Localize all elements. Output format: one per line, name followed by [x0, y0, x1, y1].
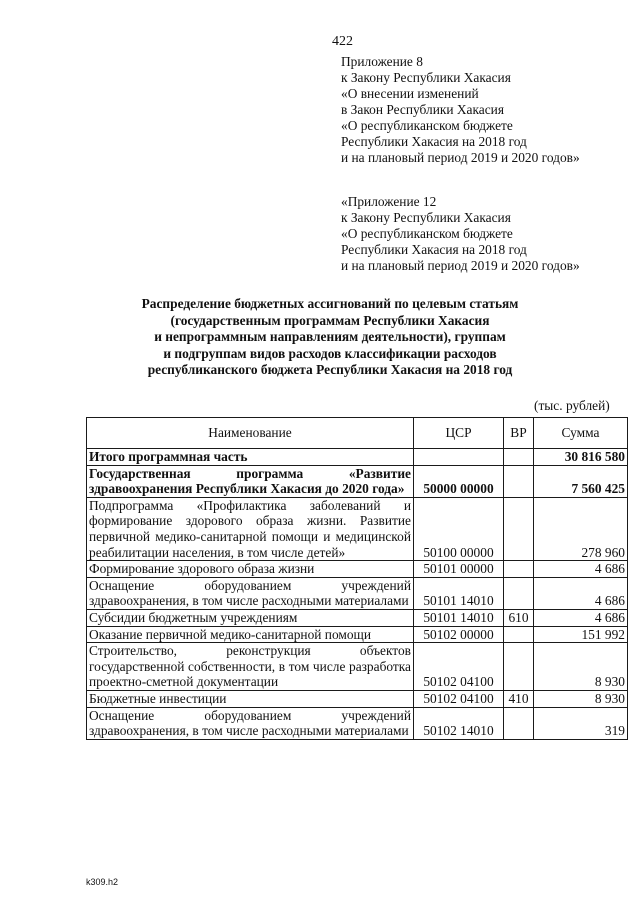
page-number: 422	[332, 34, 353, 49]
appendix-line: к Закону Республики Хакасия	[341, 210, 511, 225]
appendix-line: к Закону Республики Хакасия	[341, 70, 511, 85]
header-name: Наименование	[87, 418, 414, 449]
appendix-line: в Закон Республики Хакасия	[341, 102, 505, 117]
appendix-line: «Приложение 12	[341, 194, 437, 209]
cell-vr	[504, 449, 534, 466]
cell-vr	[504, 497, 534, 560]
cell-vr	[504, 643, 534, 691]
cell-vr	[504, 577, 534, 609]
cell-vr	[504, 465, 534, 497]
cell-csr: 50102 04100	[414, 643, 504, 691]
header-vr: ВР	[504, 418, 534, 449]
cell-name: Итого программная часть	[87, 449, 414, 466]
cell-name: Формирование здорового образа жизни	[87, 561, 414, 578]
title-line: и подгруппам видов расходов классификации расходов	[163, 345, 497, 361]
table-row	[87, 497, 628, 560]
cell-name: Оснащение оборудованием учреждений здравоохранения, в том числе расходными материалами	[87, 577, 414, 609]
title-line: Распределение бюджетных ассигнований по целевым статьям	[141, 296, 519, 311]
cell-vr: 410	[504, 690, 534, 707]
cell-name: Оказание первичной медико-санитарной помощи	[87, 626, 414, 643]
cell-sum: 8 930	[534, 690, 628, 707]
table-row	[87, 643, 628, 691]
cell-csr: 50000 00000	[414, 465, 504, 497]
units-label: (тыс. рублей)	[534, 398, 610, 413]
cell-csr: 50101 14010	[414, 609, 504, 626]
cell-csr: 50101 14010	[414, 577, 504, 609]
appendix-line: Республики Хакасия на 2018 год	[341, 242, 527, 257]
title-line: (государственным программам Республики Хакасия	[170, 312, 490, 328]
cell-sum: 278 960	[534, 497, 628, 560]
budget-table	[86, 417, 628, 740]
table-row	[87, 449, 628, 466]
appendix-line: и на плановый период 2019 и 2020 годов»	[341, 150, 580, 165]
table-row	[87, 690, 628, 707]
cell-sum: 4 686	[534, 609, 628, 626]
cell-sum: 4 686	[534, 577, 628, 609]
header-sum: Сумма	[534, 418, 628, 449]
cell-name: Субсидии бюджетным учреждениям	[87, 609, 414, 626]
cell-vr	[504, 626, 534, 643]
cell-sum: 30 816 580	[534, 449, 628, 466]
cell-name: Оснащение оборудованием учреждений здравоохранения, в том числе расходными материалами	[87, 707, 414, 739]
appendix-8-heading	[341, 54, 580, 166]
document-title	[90, 296, 570, 379]
cell-sum: 8 930	[534, 643, 628, 691]
appendix-line: Республики Хакасия на 2018 год	[341, 134, 527, 149]
table-row	[87, 609, 628, 626]
cell-csr: 50101 00000	[414, 561, 504, 578]
appendix-line: «О внесении изменений	[341, 86, 479, 101]
cell-vr: 610	[504, 609, 534, 626]
cell-csr: 50100 00000	[414, 497, 504, 560]
table-row	[87, 577, 628, 609]
cell-csr	[414, 449, 504, 466]
header-csr: ЦСР	[414, 418, 504, 449]
cell-csr: 50102 00000	[414, 626, 504, 643]
cell-name: Государственная программа «Развитие здравоохранения Республики Хакасия до 2020 года»	[87, 465, 414, 497]
appendix-12-heading	[341, 194, 580, 274]
table-row	[87, 465, 628, 497]
table-header-row	[87, 418, 628, 449]
table-row	[87, 626, 628, 643]
table-row	[87, 561, 628, 578]
footer-code: k309.h2	[86, 877, 119, 887]
cell-name: Подпрограмма «Профилактика заболеваний и формирование здорового образа жизни. Развитие первичной медико-санитарной помощи и медицинской реабилитации населения, в том числе детей»	[87, 497, 414, 560]
appendix-line: и на плановый период 2019 и 2020 годов»	[341, 258, 580, 273]
title-line: и непрограммным направлениям деятельности), группам	[154, 329, 506, 344]
title-line: республиканского бюджета Республики Хакасия на 2018 год	[147, 362, 513, 377]
cell-sum: 7 560 425	[534, 465, 628, 497]
appendix-line: Приложение 8	[341, 54, 423, 69]
cell-vr	[504, 561, 534, 578]
cell-csr: 50102 14010	[414, 707, 504, 739]
cell-name: Бюджетные инвестиции	[87, 690, 414, 707]
table-row	[87, 707, 628, 739]
cell-name: Строительство, реконструкция объектов государственной собственности, в том числе разработка проектно-сметной документации	[87, 643, 414, 691]
cell-vr	[504, 707, 534, 739]
cell-sum: 319	[534, 707, 628, 739]
cell-sum: 151 992	[534, 626, 628, 643]
appendix-line: «О республиканском бюджете	[341, 118, 513, 133]
cell-sum: 4 686	[534, 561, 628, 578]
appendix-line: «О республиканском бюджете	[341, 226, 513, 241]
cell-csr: 50102 04100	[414, 690, 504, 707]
